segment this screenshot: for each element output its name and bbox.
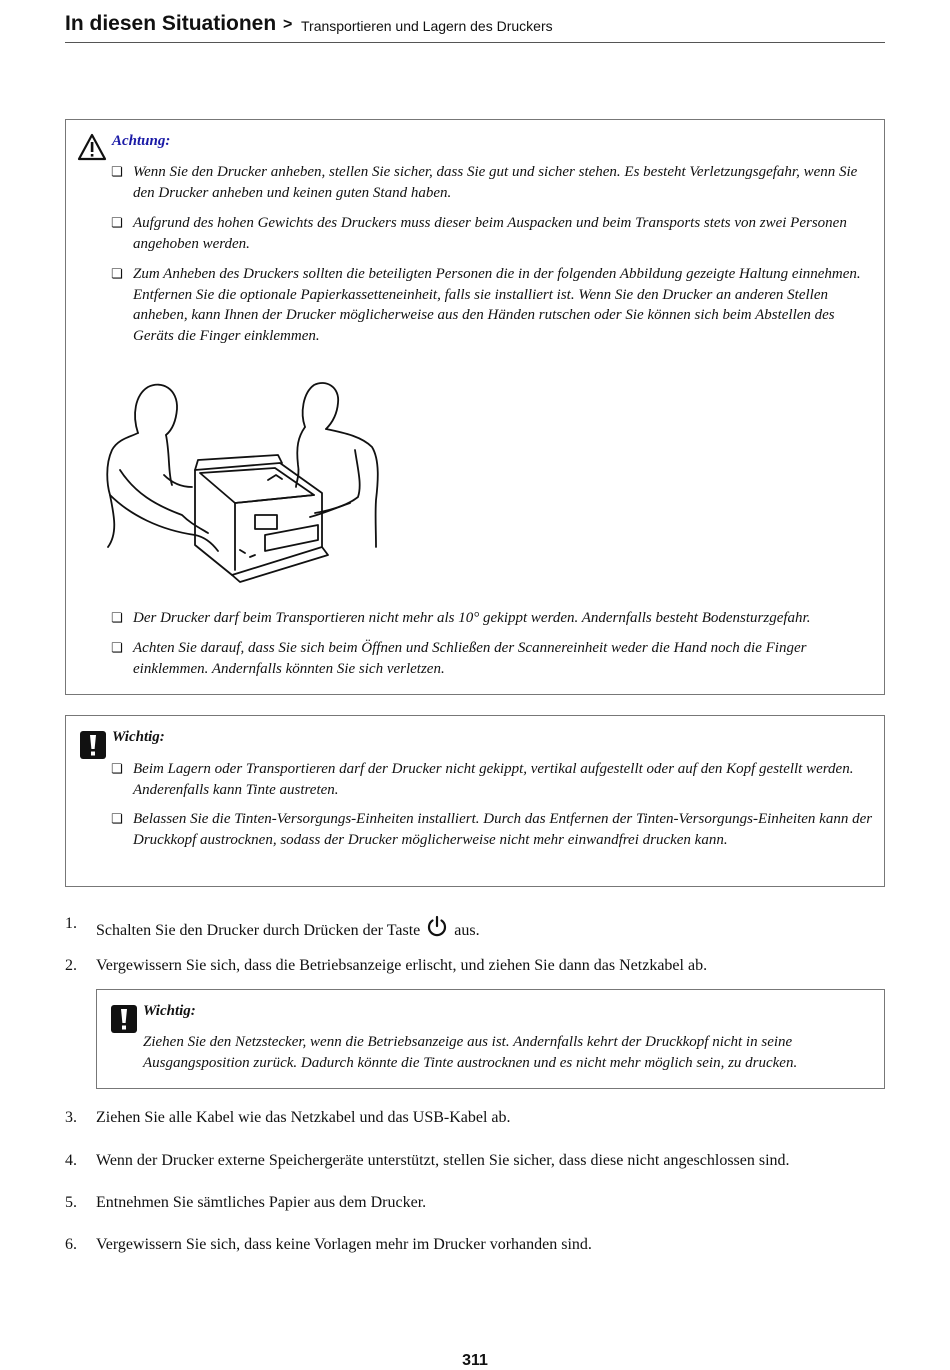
bullet: ❏ — [111, 812, 123, 827]
bullet: ❏ — [111, 216, 123, 231]
step-number: 1. — [65, 915, 77, 932]
important-item-2: Belassen Sie die Tinten-Versorgungs-Einheiten installiert. Durch das Entfernen der Tinten-Versorgungs-Einheiten kann der Druckkopf austrocknen, sodass der Drucker möglicherweise nicht mehr einwandfrei drucken kann. — [133, 811, 873, 848]
caution-item-2: Aufgrund des hohen Gewichts des Druckers muss dieser beim Auspacken und beim Transports stets von zwei Personen angehoben werden. — [133, 215, 847, 252]
step-text: Vergewissern Sie sich, dass die Betriebsanzeige erlischt, und ziehen Sie dann das Netzkabel ab. — [96, 957, 708, 974]
bullet: ❏ — [111, 641, 123, 656]
step-number: 3. — [65, 1109, 77, 1126]
step-number: 5. — [65, 1194, 77, 1211]
step-number: 2. — [65, 957, 77, 974]
page-number: 311 — [462, 1352, 488, 1369]
caution-item-4: Der Drucker darf beim Transportieren nicht mehr als 10° gekippt werden. Andernfalls besteht Bodensturzgefahr. — [133, 610, 811, 626]
step-number: 6. — [65, 1236, 77, 1253]
important-box — [65, 715, 885, 887]
exclamation-icon — [111, 1005, 137, 1033]
printer-lifting-illustration — [100, 375, 385, 585]
caution-item-5: Achten Sie darauf, dass Sie sich beim Öffnen und Schließen der Scannereinheit weder die Hand noch die Finger einklemmen. Andernfalls könnten Sie sich verletzen. — [133, 640, 807, 677]
step-number: 4. — [65, 1152, 77, 1169]
power-icon — [426, 915, 448, 937]
important-text: Ziehen Sie den Netzstecker, wenn die Betriebsanzeige aus ist. Andernfalls kehrt der Druckkopf nicht in seine Ausgangsposition zurück. Dadurch könnte die Tinte austrocknen und es nicht mehr möglich sein, zu drucken. — [143, 1034, 798, 1071]
caution-title: Achtung: — [112, 133, 171, 149]
step-text: Vergewissern Sie sich, dass keine Vorlagen mehr im Drucker vorhanden sind. — [96, 1236, 592, 1253]
important-title: Wichtig: — [143, 1003, 196, 1019]
bullet: ❏ — [111, 611, 123, 626]
important-item-1: Beim Lagern oder Transportieren darf der Drucker nicht gekippt, vertikal aufgestellt oder auf den Kopf gestellt werden. Anderenfalls kann Tinte austreten. — [133, 761, 854, 798]
step-text-after: aus. — [454, 922, 480, 939]
step-text: Entnehmen Sie sämtliches Papier aus dem Drucker. — [96, 1194, 427, 1211]
exclamation-icon — [80, 731, 106, 759]
section-title: In diesen Situationen — [65, 12, 277, 35]
page-header — [65, 12, 885, 43]
warning-triangle-icon — [77, 133, 107, 161]
important-title: Wichtig: — [112, 729, 165, 745]
caution-item-3: Zum Anheben des Druckers sollten die beteiligten Personen die in der folgenden Abbildung gezeigte Haltung einnehmen. Entfernen Sie die optionale Papierkassetteneinheit, falls sie installiert ist. Wenn Sie den Drucker an anderen Stellen anheben, kann Ihnen der Drucker möglicherweise aus den Händen rutschen oder Sie können sich beim Abstellen des Geräts die Finger einklemmen. — [133, 266, 861, 344]
breadcrumb-separator: > — [283, 16, 293, 33]
bullet: ❏ — [111, 762, 123, 777]
step-text-before: Schalten Sie den Drucker durch Drücken der Taste — [96, 922, 421, 939]
subsection-title: Transportieren und Lagern des Druckers — [301, 18, 553, 34]
step-text: Wenn der Drucker externe Speichergeräte unterstützt, stellen Sie sicher, dass diese nicht angeschlossen sind. — [96, 1152, 790, 1169]
bullet: ❏ — [111, 267, 123, 282]
bullet: ❏ — [111, 165, 123, 180]
step-text — [96, 915, 480, 940]
step-text: Ziehen Sie alle Kabel wie das Netzkabel und das USB-Kabel ab. — [96, 1109, 511, 1126]
caution-item-1: Wenn Sie den Drucker anheben, stellen Sie sicher, dass Sie gut und sicher stehen. Es besteht Verletzungsgefahr, wenn Sie den Drucker anheben und keinen guten Stand haben. — [133, 164, 858, 201]
